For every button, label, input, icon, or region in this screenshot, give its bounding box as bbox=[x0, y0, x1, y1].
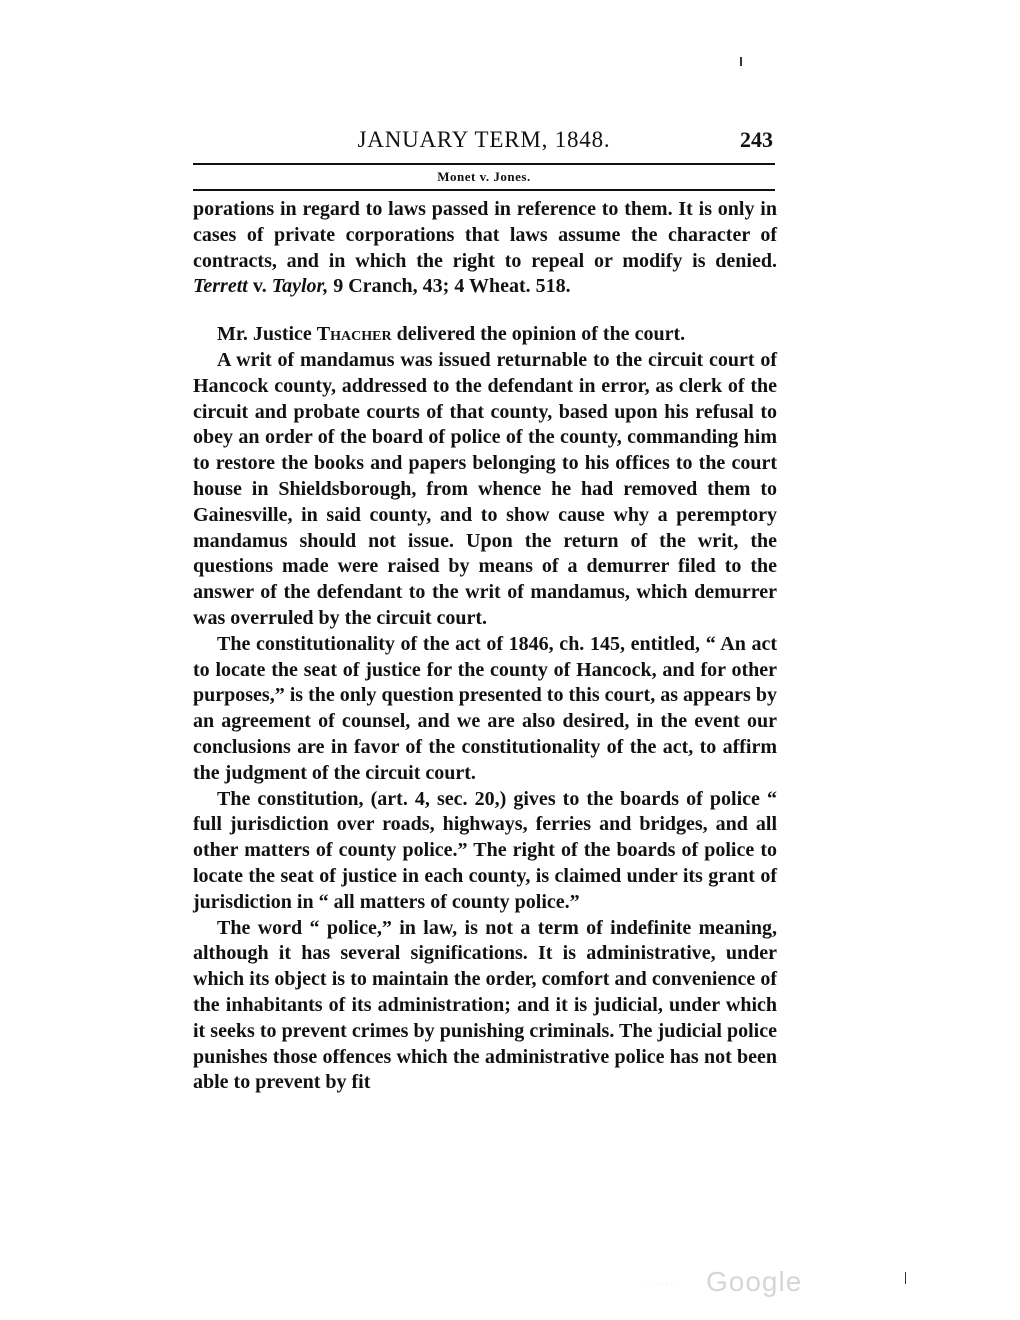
running-head: JANUARY TERM, 1848. bbox=[357, 127, 611, 152]
header-rule-top bbox=[193, 163, 775, 165]
digitizer-mark: · · · · · · · bbox=[646, 1280, 678, 1289]
justice-name: Thacher bbox=[316, 323, 392, 346]
scan-mark bbox=[740, 57, 742, 66]
page-header bbox=[193, 125, 775, 159]
opinion-intro: Mr. Justice Thacher delivered the opinion of the court. bbox=[217, 323, 686, 346]
case-name: Taylor, bbox=[271, 275, 329, 298]
case-title: Monet v. Jones. bbox=[437, 169, 531, 184]
paragraph: The constitutionality of the act of 1846, ch. 145, entitled, “ An act to locate the seat of justice for the county of Hancock, and for other purposes,” is the only question presented to this court, as appears by an agreement of counsel, and we are also desired, in the event our conclusions are in favor of the constitutionality of the act, to affirm the judgment of the circuit court. bbox=[193, 632, 777, 784]
case-name: Terrett bbox=[193, 275, 248, 298]
paragraph: The constitution, (art. 4, sec. 20,) gives to the boards of police “ full jurisdiction over roads, highways, ferries and bridges, and all other matters of county police.” The right of the boards of police to locate the seat of justice in each county, is claimed under its grant of jurisdiction in “ all matters of county police.” bbox=[193, 787, 777, 913]
body-text bbox=[193, 197, 777, 1096]
header-rule-bottom bbox=[193, 189, 775, 191]
citation: 9 Cranch, 43; 4 Wheat. 518. bbox=[328, 275, 571, 298]
scan-mark bbox=[905, 1272, 906, 1284]
paragraph: A writ of mandamus was issued returnable to the circuit court of Hancock county, addressed to the defendant in error, as clerk of the circuit and probate courts of that county, based upon his refusal to obey an order of the board of police of the county, commanding him to restore the books and papers belonging to his offices to the court house in Shieldsborough, from whence he had removed them to Gainesville, in said county, and to show cause why a peremptory mandamus should not issue. Upon the return of the writ, the questions made were raised by means of a demurrer filed to the answer of the defendant to the writ of mandamus, which demurrer was overruled by the circuit court. bbox=[193, 348, 777, 629]
paragraph-continuation: porations in regard to laws passed in reference to them. It is only in cases of private corporations that laws assume the character of contracts, and in which the right to repeal or modify is denied. Terrett v. Taylor, 9 Cranch, 43; 4 Wheat. 518. bbox=[193, 198, 777, 298]
google-watermark: Google bbox=[706, 1266, 803, 1297]
paragraph: The word “ police,” in law, is not a term of indefinite meaning, although it has several significations. It is administrative, under which its object is to maintain the order, comfort and convenience of the inhabitants of its administration; and it is judicial, under which it seeks to prevent crimes by punishing criminals. The judicial police punishes those offences which the administrative police has not been able to prevent by fit bbox=[193, 916, 777, 1094]
page-number: 243 bbox=[740, 127, 773, 152]
